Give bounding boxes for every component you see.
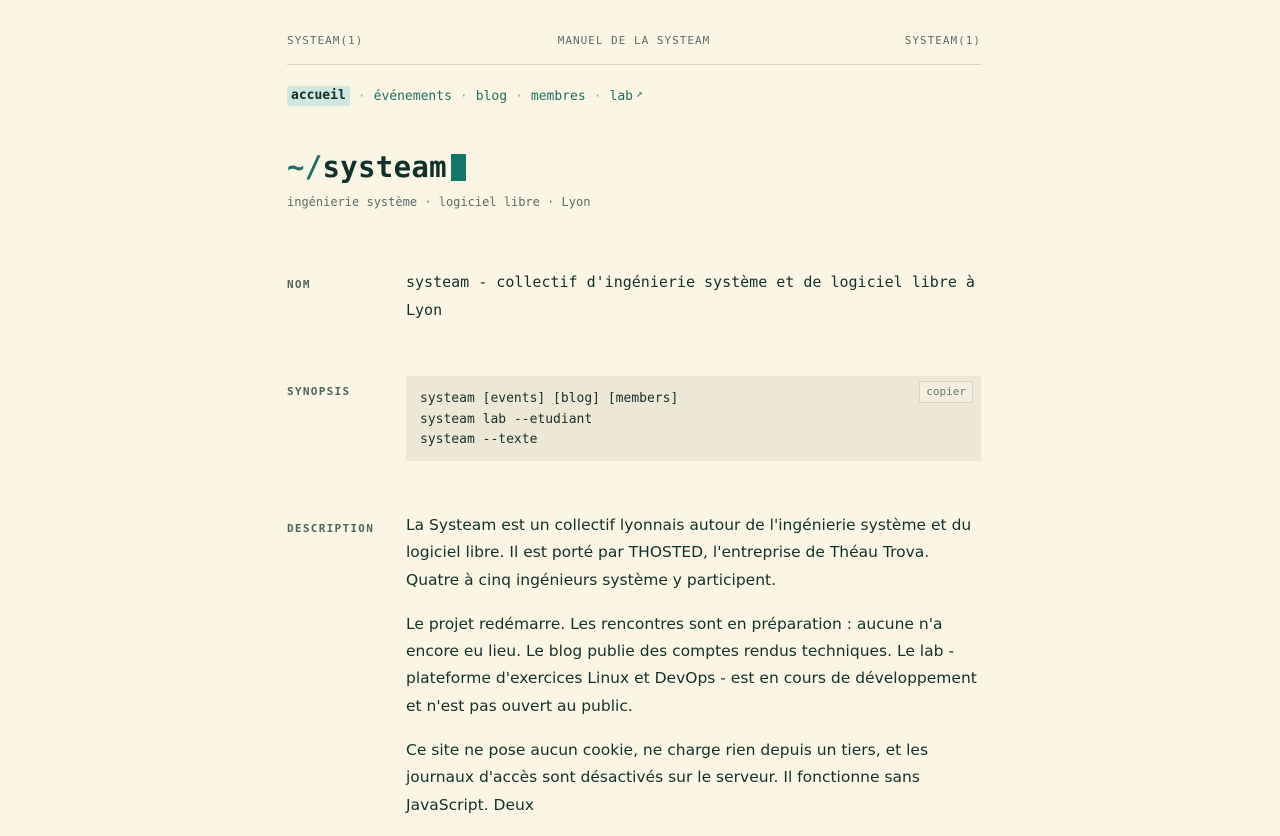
synopsis-line: systeam [events] [blog] [members]: [420, 391, 679, 406]
section-label-description: DESCRIPTION: [287, 522, 375, 535]
synopsis-line: systeam --texte: [420, 432, 538, 447]
nav-item-lab-label: lab: [609, 88, 633, 104]
copy-button[interactable]: copier: [919, 381, 973, 403]
nav-item-lab[interactable]: [609, 86, 643, 104]
external-link-icon: ↗: [635, 86, 643, 100]
nom-text: systeam - collectif d'ingénierie système et de logiciel libre à Lyon: [406, 273, 975, 319]
nav-separator: ·: [357, 88, 366, 104]
description-paragraph: Le projet redémarre. Les rencontres sont en préparation : aucune n'a encore eu lieu. Le blog publie des comptes rendus techniques. Le lab - plateforme d'exercices Linux et DevOps - est en cours de développement et n'est pas ouvert au public.: [406, 614, 977, 715]
synopsis-line: systeam lab --etudiant: [420, 411, 593, 427]
synopsis-code-block: [406, 376, 981, 461]
description-paragraph: Ce site ne pose aucun cookie, ne charge rien depuis un tiers, et les journaux d'accès sont désactivés sur le serveur. Il fonctionne sans JavaScript. Deux: [406, 741, 929, 814]
nav-item-membres[interactable]: membres: [530, 88, 586, 104]
nav-separator: ·: [515, 88, 523, 104]
nav-separator: ·: [459, 88, 468, 104]
man-header-right: SYSTEAM(1): [904, 34, 981, 47]
description-paragraph: La Systeam est un collectif lyonnais autour de l'ingénierie système et du logiciel libre. Il est porté par THOSTED, l'entreprise de Théau Trova. Quatre à cinq ingénieurs système y participent.: [406, 516, 972, 589]
man-header: [287, 34, 981, 47]
section-label-synopsis: SYNOPSIS: [287, 385, 351, 398]
man-header-center: MANUEL DE LA SYSTEAM: [557, 34, 711, 47]
nav-item-evenements[interactable]: événements: [373, 88, 452, 104]
man-header-left: SYSTEAM(1): [287, 34, 364, 47]
nav-item-blog[interactable]: blog: [475, 88, 508, 104]
nav-separator: ·: [593, 88, 602, 104]
tagline: ingénierie système · logiciel libre · Lyon: [287, 195, 591, 209]
section-label-nom: NOM: [287, 278, 311, 291]
nav-item-accueil[interactable]: accueil: [287, 86, 350, 106]
title-prefix: ~/: [287, 150, 323, 184]
header-divider: [287, 64, 981, 65]
main-nav: [287, 86, 643, 106]
page-title: [287, 150, 466, 184]
description-body: [406, 512, 981, 836]
blinking-cursor-icon: [451, 154, 466, 181]
title-name: systeam: [322, 150, 447, 184]
